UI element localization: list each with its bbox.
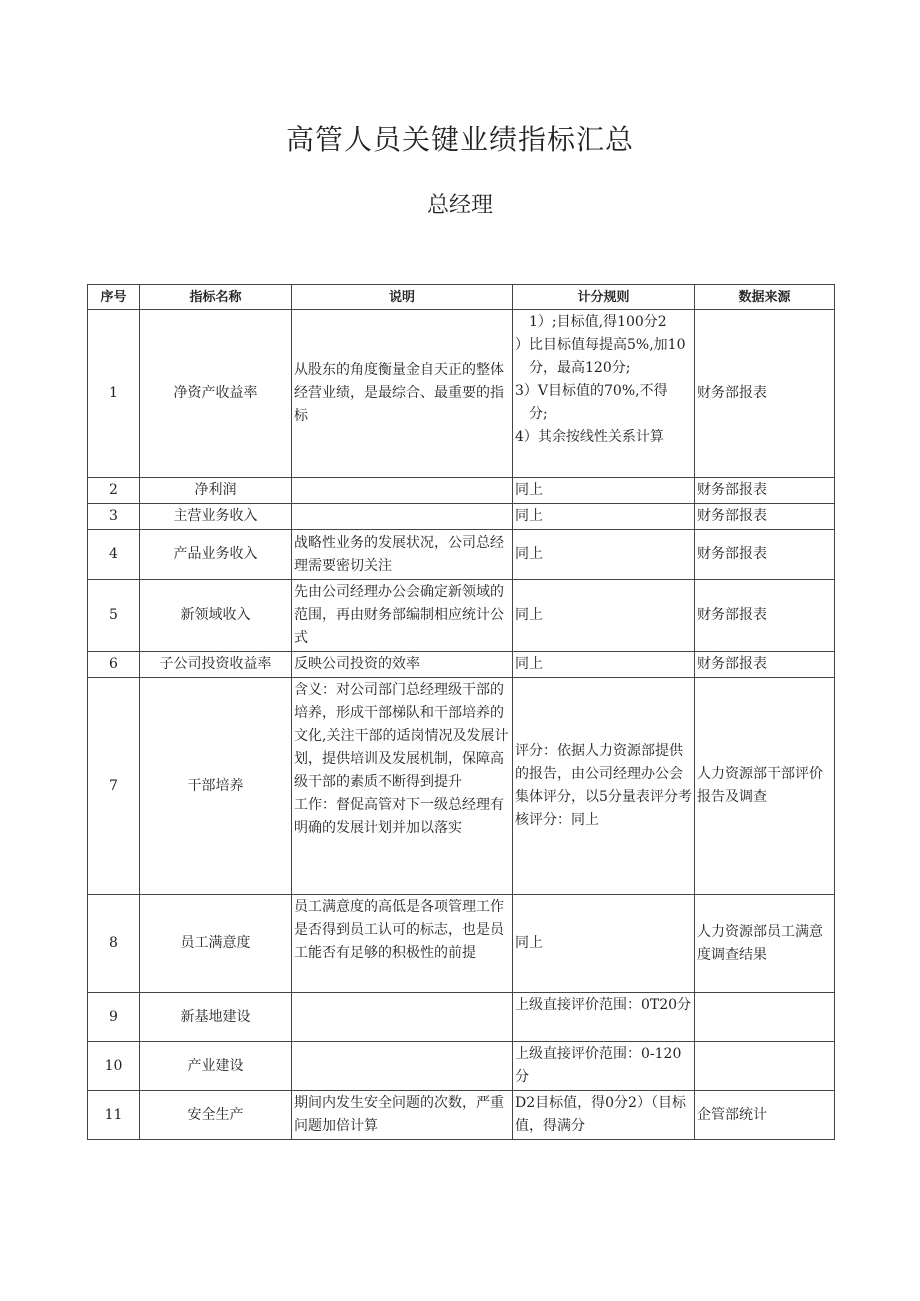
row-rule: 同上 <box>513 478 695 504</box>
row-no: 3 <box>88 504 140 530</box>
row-desc: 战略性业务的发展状况，公司总经理需要密切关注 <box>292 530 513 580</box>
row-no: 7 <box>88 678 140 895</box>
row-rule: 同上 <box>513 652 695 678</box>
rule-line: 分; <box>529 406 548 422</box>
row-name: 净资产收益率 <box>140 310 292 478</box>
row-desc: 反映公司投资的效率 <box>292 652 513 678</box>
header-source: 数据来源 <box>695 285 835 310</box>
row-no: 8 <box>88 895 140 993</box>
row-no: 2 <box>88 478 140 504</box>
row-desc: 含义：对公司部门总经理级干部的培养，形成干部梯队和干部培养的文化,关注干部的适岗情况及发展计划，提供培训及发展机制，保障高级干部的素质不断得到提升 工作：督促高管对下一级总经理有明确的发展计划并加以落实 <box>292 678 513 895</box>
row-source <box>695 993 835 1042</box>
row-name: 净利润 <box>140 478 292 504</box>
row-desc <box>292 478 513 504</box>
row-source: 人力资源部干部评价报告及调查 <box>695 678 835 895</box>
table-row <box>88 1091 835 1140</box>
table-header-row <box>88 285 835 310</box>
kpi-table <box>87 284 835 1140</box>
row-name: 子公司投资收益率 <box>140 652 292 678</box>
table-row <box>88 580 835 652</box>
table-row <box>88 678 835 895</box>
table-row <box>88 310 835 478</box>
rule-line: 1）;目标值,得100分2 <box>529 314 667 330</box>
row-name: 新领域收入 <box>140 580 292 652</box>
row-no: 4 <box>88 530 140 580</box>
rule-line: 4）其余按线性关系计算 <box>515 429 664 445</box>
table-row <box>88 478 835 504</box>
row-desc <box>292 1042 513 1091</box>
table-row <box>88 993 835 1042</box>
table-row <box>88 1042 835 1091</box>
row-name: 产业建设 <box>140 1042 292 1091</box>
row-rule: 同上 <box>513 580 695 652</box>
row-name: 产品业务收入 <box>140 530 292 580</box>
row-source: 财务部报表 <box>695 504 835 530</box>
row-source: 财务部报表 <box>695 652 835 678</box>
row-source: 企管部统计 <box>695 1091 835 1140</box>
row-desc: 从股东的角度衡量金自天正的整体经营业绩，是最综合、最重要的指标 <box>292 310 513 478</box>
row-source: 财务部报表 <box>695 530 835 580</box>
rule-line: 分，最高120分; <box>529 360 631 376</box>
table-row <box>88 504 835 530</box>
row-no: 11 <box>88 1091 140 1140</box>
row-desc: 期间内发生安全问题的次数，严重问题加倍计算 <box>292 1091 513 1140</box>
row-no: 6 <box>88 652 140 678</box>
row-rule: 上级直接评价范围：0-120分 <box>513 1042 695 1091</box>
table-row <box>88 530 835 580</box>
row-no: 1 <box>88 310 140 478</box>
row-no: 9 <box>88 993 140 1042</box>
rule-line: 3）V目标值的70%,不得 <box>515 383 668 399</box>
row-desc: 先由公司经理办公会确定新领域的范围，再由财务部编制相应统计公式 <box>292 580 513 652</box>
rule-line: ）比目标值每提高5%,加10 <box>515 337 686 353</box>
header-no: 序号 <box>88 285 140 310</box>
header-rule: 计分规则 <box>513 285 695 310</box>
row-rule: 上级直接评价范围：0T20分 <box>513 993 695 1042</box>
row-name: 主营业务收入 <box>140 504 292 530</box>
row-source: 财务部报表 <box>695 580 835 652</box>
header-name: 指标名称 <box>140 285 292 310</box>
row-name: 安全生产 <box>140 1091 292 1140</box>
table-row <box>88 652 835 678</box>
row-rule: 同上 <box>513 895 695 993</box>
row-rule: 同上 <box>513 530 695 580</box>
header-desc: 说明 <box>292 285 513 310</box>
row-desc <box>292 993 513 1042</box>
row-name: 干部培养 <box>140 678 292 895</box>
page-title: 高管人员关键业绩指标汇总 <box>285 123 634 156</box>
row-desc: 员工满意度的高低是各项管理工作是否得到员工认可的标志，也是员工能否有足够的积极性的前提 <box>292 895 513 993</box>
row-name: 员工满意度 <box>140 895 292 993</box>
row-source: 人力资源部员工满意度调查结果 <box>695 895 835 993</box>
row-no: 10 <box>88 1042 140 1091</box>
row-source: 财务部报表 <box>695 478 835 504</box>
row-rule: 评分：依据人力资源部提供的报告，由公司经理办公会集体评分，以5分量表评分考核评分：同上 <box>513 678 695 895</box>
row-rule: 同上 <box>513 504 695 530</box>
row-source: 财务部报表 <box>695 310 835 478</box>
row-desc <box>292 504 513 530</box>
row-rule <box>513 310 695 478</box>
page-subtitle: 总经理 <box>426 193 493 218</box>
row-rule: D2目标值，得0分2）（目标值，得满分 <box>513 1091 695 1140</box>
table-row <box>88 895 835 993</box>
row-source <box>695 1042 835 1091</box>
row-no: 5 <box>88 580 140 652</box>
row-name: 新基地建设 <box>140 993 292 1042</box>
